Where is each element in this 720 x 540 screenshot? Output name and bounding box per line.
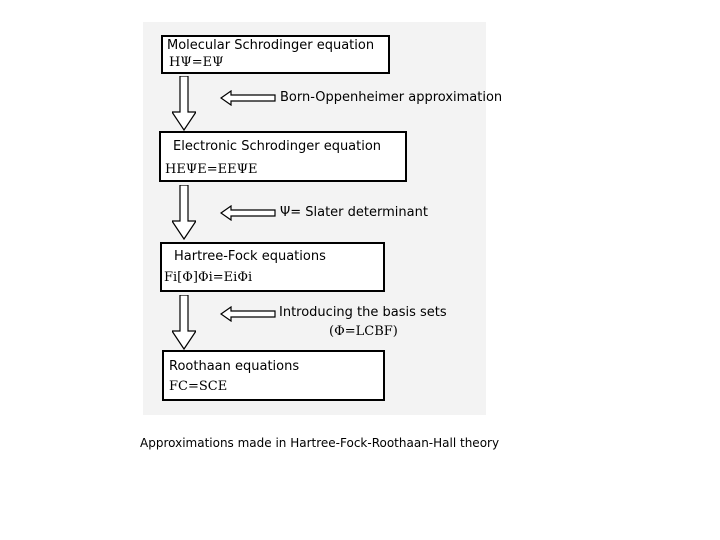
down-arrow	[172, 185, 196, 241]
step-title: Electronic Schrodinger equation	[173, 139, 382, 154]
step-title: Hartree-Fock equations	[174, 249, 326, 264]
transition-label: Born-Oppenheimer approximation	[280, 90, 503, 105]
step-box-hartree-fock	[160, 242, 385, 292]
step-box-electronic-schrodinger	[159, 131, 407, 182]
left-arrow	[220, 306, 276, 322]
step-equation: HEΨE=EEΨE	[165, 162, 258, 177]
down-arrow	[172, 76, 196, 132]
step-box-roothaan	[162, 350, 385, 401]
step-title: Molecular Schrodinger equation	[167, 38, 375, 53]
step-equation: FC=SCE	[169, 379, 228, 394]
down-arrow	[172, 295, 196, 351]
step-box-molecular-schrodinger	[161, 35, 390, 74]
transition-sublabel: (Φ=LCBF)	[329, 324, 398, 339]
step-title: Roothaan equations	[169, 359, 300, 374]
left-arrow	[220, 90, 276, 106]
transition-label: Ψ= Slater determinant	[280, 205, 428, 220]
step-equation: HΨ=EΨ	[169, 55, 224, 70]
transition-label: Introducing the basis sets	[279, 305, 447, 320]
figure-caption: Approximations made in Hartree-Fock-Roothaan-Hall theory	[140, 436, 500, 450]
left-arrow	[220, 205, 276, 221]
step-equation: Fi[Φ]Φi=EiΦi	[164, 270, 253, 285]
